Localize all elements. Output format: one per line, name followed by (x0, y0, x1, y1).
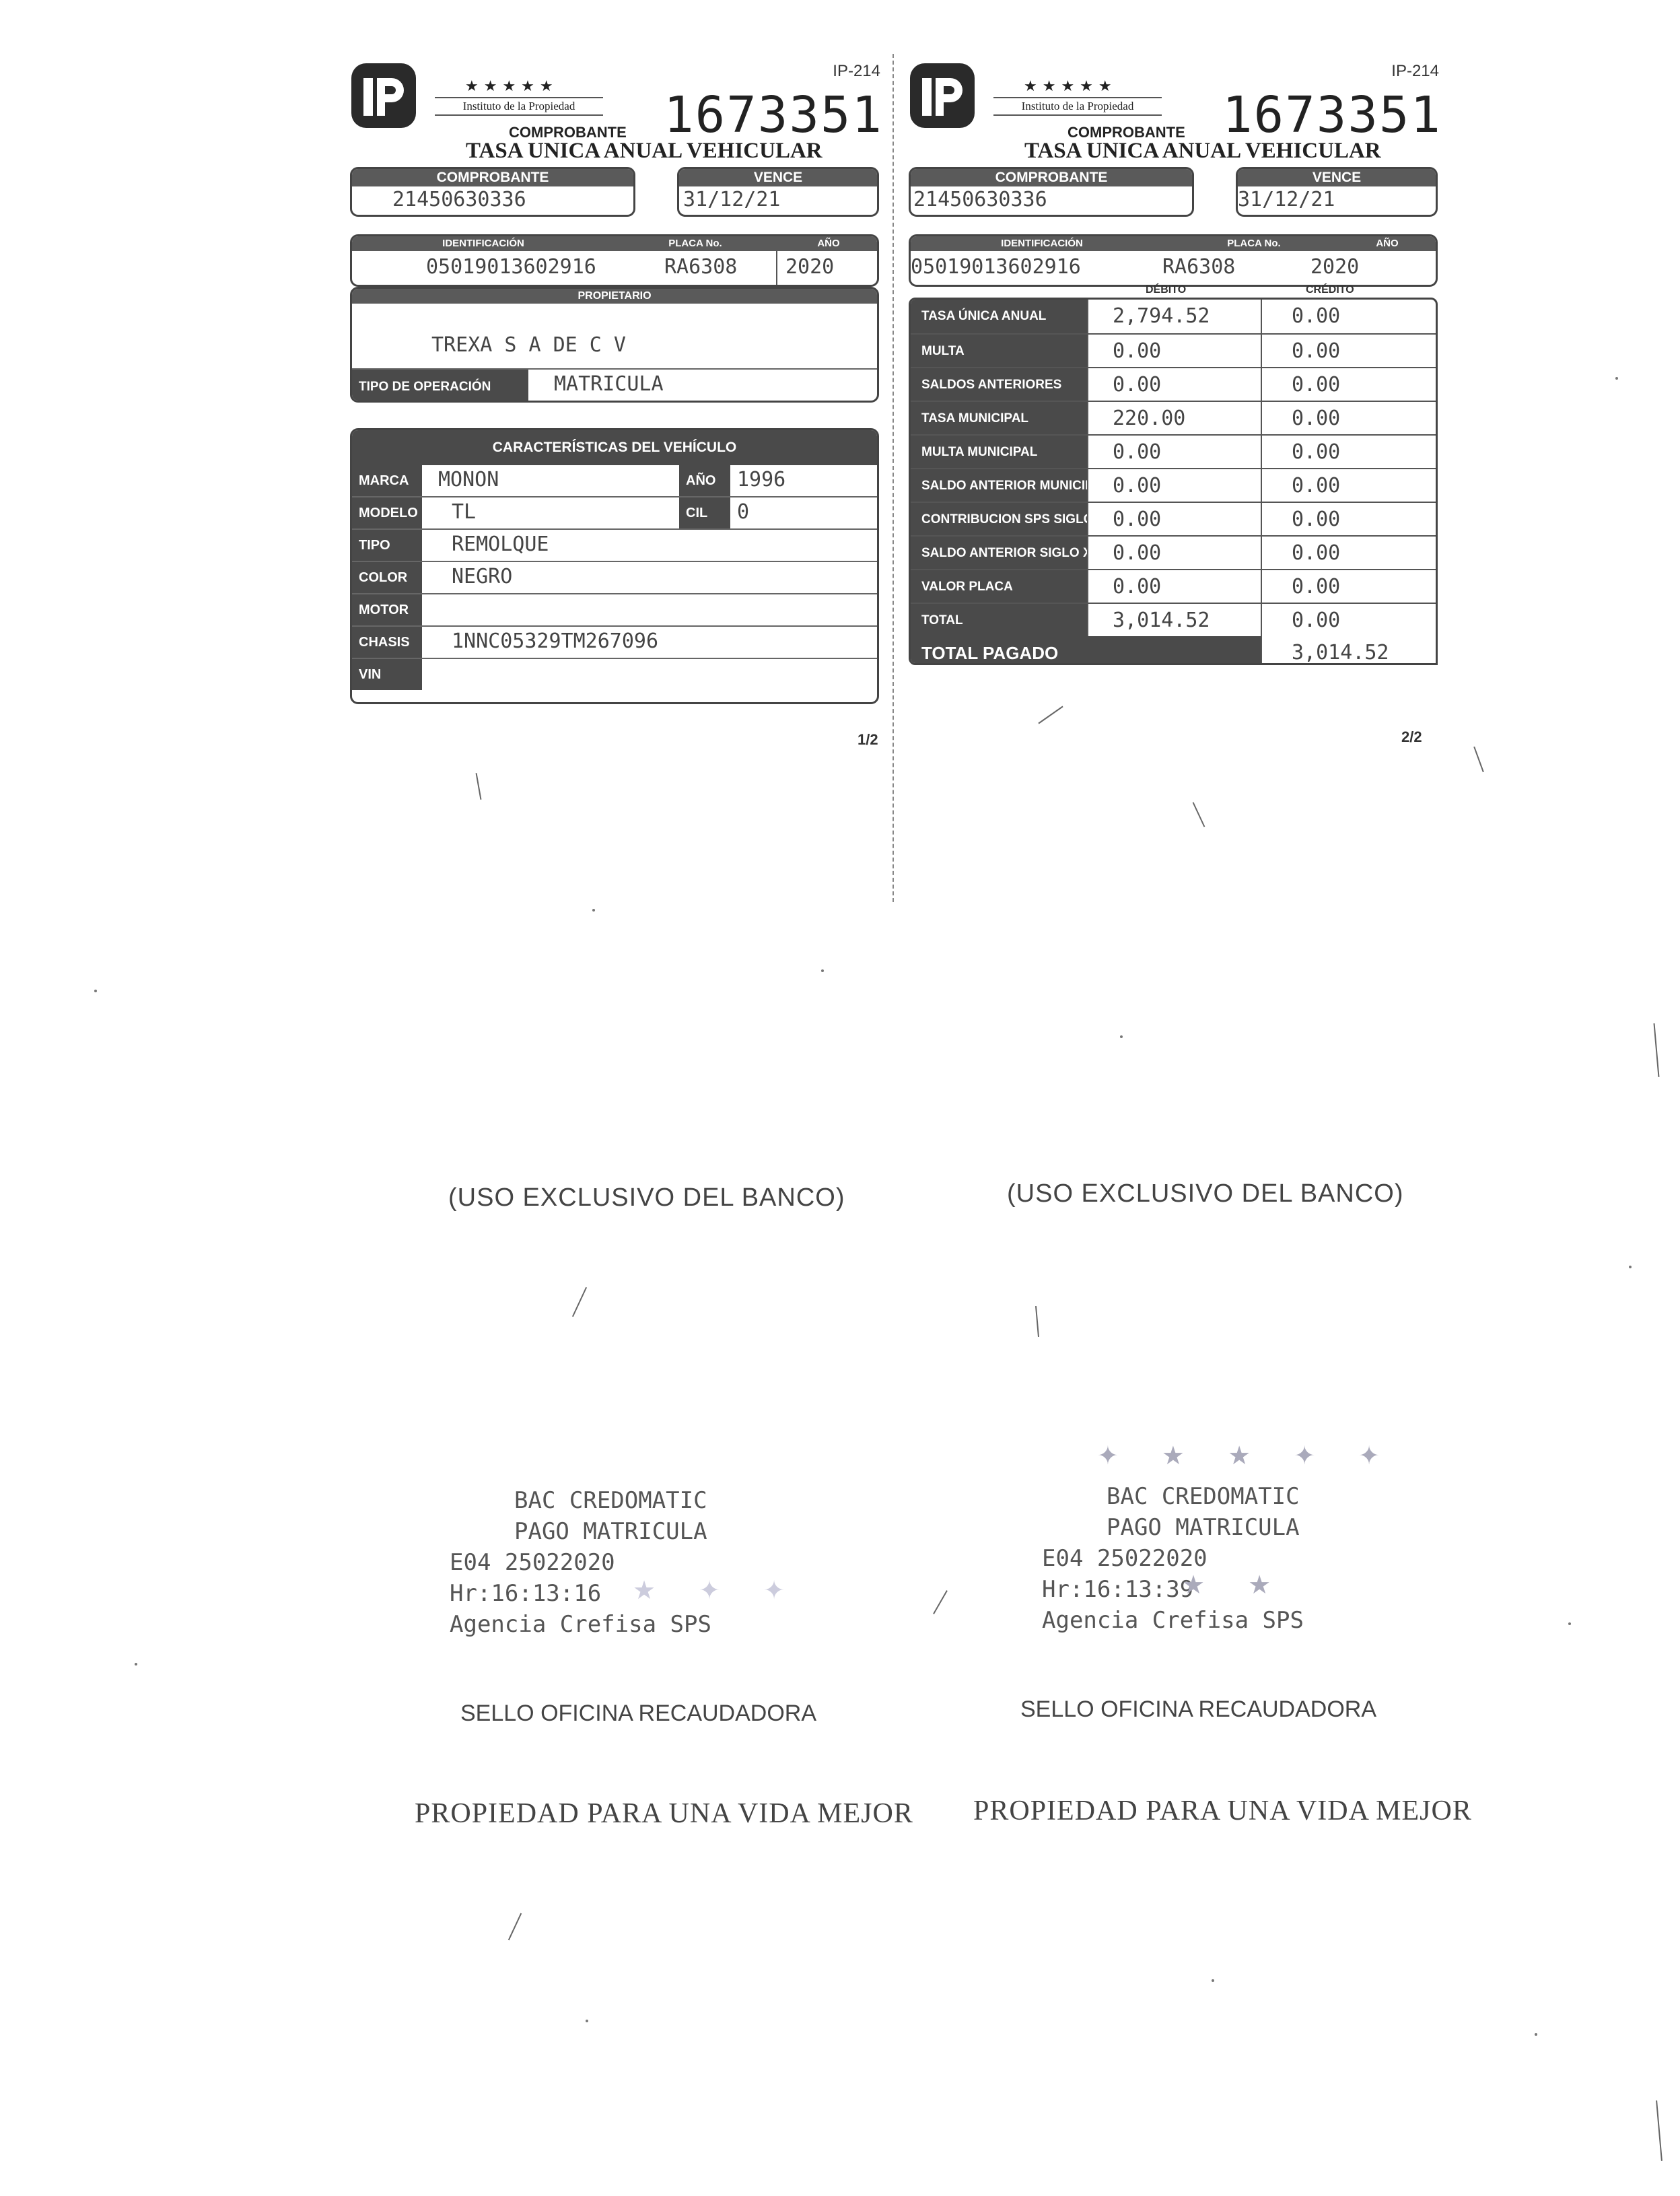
stamp-line4: Hr:16:13:16 (450, 1580, 602, 1607)
comprobante-value: 21450630336 (913, 188, 1047, 211)
identificacion-value: 05019013602916 (911, 255, 1081, 279)
stamp-line1: BAC CREDOMATIC (1107, 1483, 1300, 1510)
document-title: TASA UNICA ANUAL VEHICULAR (466, 139, 823, 163)
institution-name: Instituto de la Propiedad (993, 97, 1162, 116)
payment-row-debito: 0.00 (1087, 469, 1261, 503)
payment-row-debito: 220.00 (1087, 402, 1261, 436)
identificacion-box (350, 234, 879, 287)
institution-name: Instituto de la Propiedad (435, 97, 603, 116)
propietario-box (350, 287, 879, 403)
stamp-line1: BAC CREDOMATIC (514, 1487, 707, 1514)
stamp-stars-icon: ✦ ★ ★ ✦ ✦ (1097, 1441, 1397, 1470)
stamp-line2: PAGO MATRICULA (514, 1518, 707, 1545)
bank-stamp-left (450, 1485, 711, 1640)
chasis-label: CHASIS (352, 627, 422, 658)
serial-number: 1673351 (664, 86, 883, 144)
identificacion-value: 05019013602916 (426, 255, 596, 279)
stars-icon: ★★★★★ (465, 78, 559, 95)
comprobante-value: 21450630336 (392, 188, 526, 211)
vence-value: 31/12/21 (683, 188, 781, 211)
caracteristicas-label: CARACTERÍSTICAS DEL VEHÍCULO (352, 430, 877, 465)
sello-left: SELLO OFICINA RECAUDADORA (460, 1701, 817, 1726)
lema-left: PROPIEDAD PARA UNA VIDA MEJOR (415, 1798, 913, 1829)
comprobante-box (350, 167, 635, 217)
payment-row-label: MULTA (911, 335, 1087, 368)
vence-box (1236, 167, 1438, 217)
marca-value: MONON (438, 468, 499, 491)
comprobante-label: COMPROBANTE (911, 169, 1192, 186)
payment-row (911, 569, 1436, 603)
vehicle-anio-label: AÑO (679, 465, 730, 496)
page-number: 2/2 (1401, 728, 1422, 745)
ip-code: IP-214 (1391, 62, 1439, 80)
payment-row-credito: 0.00 (1261, 469, 1436, 503)
payment-row-label: SALDOS ANTERIORES (911, 368, 1087, 402)
vehicle-anio-value: 1996 (737, 468, 786, 491)
payment-row-credito: 0.00 (1261, 436, 1436, 469)
bank-heading-right: (USO EXCLUSIVO DEL BANCO) (1007, 1179, 1404, 1208)
anio-value: 2020 (1310, 255, 1360, 279)
payment-row (911, 468, 1436, 502)
tipo-operacion-value: MATRICULA (554, 372, 664, 396)
cil-value: 0 (737, 500, 750, 524)
payment-row-label: TOTAL (911, 604, 1087, 638)
stamp-line3: E04 25022020 (450, 1549, 615, 1576)
tipo-value: REMOLQUE (452, 533, 549, 556)
receipt-right (906, 54, 1444, 761)
ip-logo-icon (910, 63, 975, 128)
stamp-stars-icon: ★ ✦ ✦ (633, 1575, 802, 1605)
placa-value: RA6308 (664, 255, 738, 279)
credito-label: CRÉDITO (1306, 284, 1354, 296)
payment-row-credito: 0.00 (1261, 503, 1436, 537)
payment-row (911, 300, 1436, 333)
payment-row (911, 367, 1436, 401)
stamp-line5: Agencia Crefisa SPS (450, 1611, 711, 1638)
payment-row-debito: 0.00 (1087, 503, 1261, 537)
page-number: 1/2 (858, 731, 878, 748)
chasis-value: 1NNC05329TM267096 (452, 629, 659, 653)
payment-row-credito: 0.00 (1261, 300, 1436, 333)
ip-logo-icon (351, 63, 416, 128)
modelo-label: MODELO (352, 497, 422, 528)
payment-row-debito: 2,794.52 (1087, 300, 1261, 333)
total-pagado-row (911, 636, 1436, 665)
ip-code: IP-214 (833, 62, 880, 80)
modelo-value: TL (452, 500, 477, 524)
total-pagado-value: 3,014.52 (1261, 636, 1436, 665)
payment-row-label: TASA MUNICIPAL (911, 402, 1087, 436)
bank-stamp-right (1042, 1481, 1304, 1636)
payment-row-debito: 0.00 (1087, 436, 1261, 469)
marca-label: MARCA (352, 465, 422, 496)
anio-value: 2020 (785, 255, 835, 279)
stamp-line2: PAGO MATRICULA (1107, 1514, 1300, 1541)
tipo-operacion-label: TIPO DE OPERACIÓN (352, 370, 528, 403)
payment-row-credito: 0.00 (1261, 604, 1436, 638)
payment-row (911, 434, 1436, 468)
comprobante-box (909, 167, 1194, 217)
stamp-line3: E04 25022020 (1042, 1545, 1208, 1572)
payment-row-debito: 0.00 (1087, 537, 1261, 570)
document-title: TASA UNICA ANUAL VEHICULAR (1024, 139, 1381, 163)
placa-value: RA6308 (1162, 255, 1236, 279)
stamp-stars-icon: ★ ★ (1182, 1570, 1289, 1600)
payment-row-label: SALDO ANTERIOR SIGLO XXI (911, 537, 1087, 570)
payment-row (911, 603, 1436, 636)
receipt-divider (893, 54, 894, 902)
payment-row-debito: 0.00 (1087, 570, 1261, 604)
motor-label: MOTOR (352, 594, 422, 625)
color-value: NEGRO (452, 565, 513, 588)
stamp-line5: Agencia Crefisa SPS (1042, 1607, 1304, 1634)
anio-label: AÑO (1376, 238, 1399, 249)
placa-label: PLACA No. (1227, 238, 1281, 249)
comprobante-heading: COMPROBANTE (509, 124, 627, 141)
identificacion-label: IDENTIFICACIÓN (1001, 238, 1083, 249)
payment-row-label: VALOR PLACA (911, 570, 1087, 604)
payment-row (911, 535, 1436, 569)
payment-row-credito: 0.00 (1261, 368, 1436, 402)
receipt-left (347, 54, 886, 761)
vence-box (677, 167, 879, 217)
propietario-label: PROPIETARIO (352, 289, 877, 304)
payment-row-label: TASA ÚNICA ANUAL (911, 300, 1087, 333)
payment-row (911, 401, 1436, 434)
comprobante-label: COMPROBANTE (352, 169, 633, 186)
tipo-label: TIPO (352, 530, 422, 561)
color-label: COLOR (352, 562, 422, 593)
bank-heading-left: (USO EXCLUSIVO DEL BANCO) (448, 1183, 845, 1212)
vence-label: VENCE (1238, 169, 1436, 186)
cil-label: CIL (679, 497, 730, 528)
total-pagado-label: TOTAL PAGADO (911, 636, 1261, 665)
payment-row-credito: 0.00 (1261, 335, 1436, 368)
lema-right: PROPIEDAD PARA UNA VIDA MEJOR (973, 1795, 1472, 1826)
vehicle-characteristics-table (350, 428, 879, 704)
stars-icon: ★★★★★ (1024, 78, 1117, 95)
payment-row (911, 502, 1436, 535)
payment-row-debito: 0.00 (1087, 368, 1261, 402)
payment-row-credito: 0.00 (1261, 402, 1436, 436)
anio-label: AÑO (817, 238, 840, 249)
identificacion-label: IDENTIFICACIÓN (442, 238, 524, 249)
payment-row-debito: 0.00 (1087, 335, 1261, 368)
comprobante-heading: COMPROBANTE (1068, 124, 1185, 141)
payment-table (909, 298, 1438, 665)
debito-label: DÉBITO (1146, 284, 1187, 296)
placa-label: PLACA No. (668, 238, 722, 249)
payment-row-debito: 3,014.52 (1087, 604, 1261, 638)
payment-row-label: CONTRIBUCION SPS SIGLO XXI (911, 503, 1087, 537)
sello-right: SELLO OFICINA RECAUDADORA (1020, 1696, 1377, 1722)
payment-row-label: MULTA MUNICIPAL (911, 436, 1087, 469)
payment-row-label: SALDO ANTERIOR MUNICIPAL (911, 469, 1087, 503)
payment-row-credito: 0.00 (1261, 570, 1436, 604)
vence-label: VENCE (679, 169, 877, 186)
propietario-value: TREXA S A DE C V (431, 333, 626, 357)
stamp-line4: Hr:16:13:39 (1042, 1576, 1194, 1603)
identificacion-box (909, 234, 1438, 287)
payment-row (911, 333, 1436, 367)
serial-number: 1673351 (1222, 86, 1442, 144)
vence-value: 31/12/21 (1238, 188, 1335, 211)
payment-row-credito: 0.00 (1261, 537, 1436, 570)
vin-label: VIN (352, 659, 422, 690)
